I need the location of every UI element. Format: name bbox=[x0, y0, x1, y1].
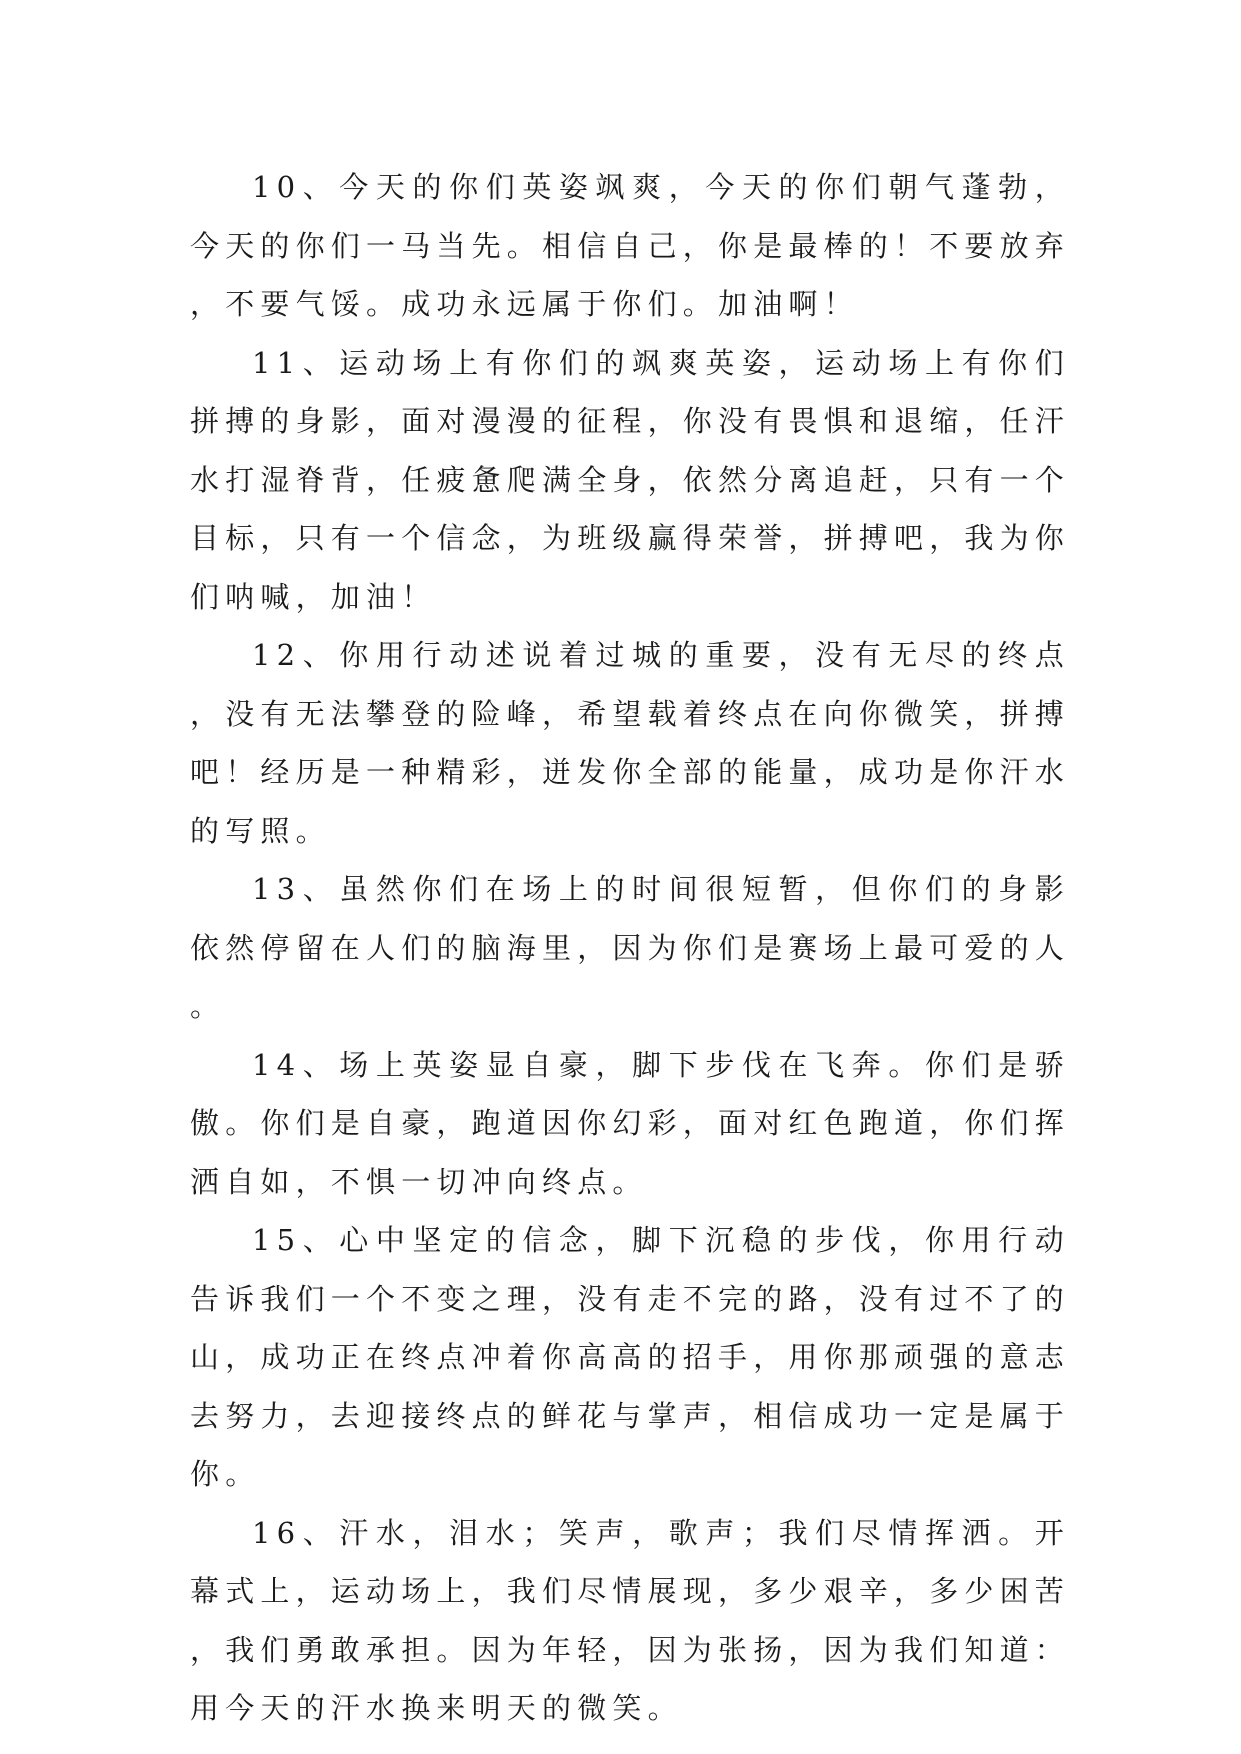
paragraph-10: 10、今天的你们英姿飒爽，今天的你们朝气蓬勃，今天的你们一马当先。相信自己，你是最棒的！不要放弃，不要气馁。成功永远属于你们。加油啊！ bbox=[190, 170, 1071, 321]
paragraph-16: 16、汗水，泪水；笑声，歌声；我们尽情挥洒。开幕式上，运动场上，我们尽情展现，多少艰辛，多少困苦，我们勇敢承担。因为年轻，因为张扬，因为我们知道：用今天的汗水换来明天的微笑。 bbox=[190, 1515, 1071, 1725]
paragraph-11: 11、运动场上有你们的飒爽英姿，运动场上有你们拼搏的身影，面对漫漫的征程，你没有畏惧和退缩，任汗水打湿脊背，任疲惫爬满全身，依然分离追赶，只有一个目标，只有一个信念，为班级赢得荣誉，拼搏吧，我为你们呐喊，加油！ bbox=[190, 345, 1071, 614]
paragraph-15: 15、心中坚定的信念，脚下沉稳的步伐，你用行动告诉我们一个不变之理，没有走不完的路，没有过不了的山，成功正在终点冲着你高高的招手，用你那顽强的意志去努力，去迎接终点的鲜花与掌声，相信成功一定是属于你。 bbox=[190, 1223, 1071, 1491]
document-body bbox=[190, 158, 1070, 1738]
paragraph-12: 12、你用行动述说着过城的重要，没有无尽的终点，没有无法攀登的险峰，希望载着终点在向你微笑，拼搏吧！经历是一种精彩，迸发你全部的能量，成功是你汗水的写照。 bbox=[190, 638, 1071, 848]
paragraph-14: 14、场上英姿显自豪，脚下步伐在飞奔。你们是骄傲。你们是自豪，跑道因你幻彩，面对红色跑道，你们挥洒自如，不惧一切冲向终点。 bbox=[190, 1047, 1071, 1199]
paragraph-13: 13、虽然你们在场上的时间很短暂，但你们的身影依然停留在人们的脑海里，因为你们是赛场上最可爱的人。 bbox=[190, 872, 1071, 1023]
